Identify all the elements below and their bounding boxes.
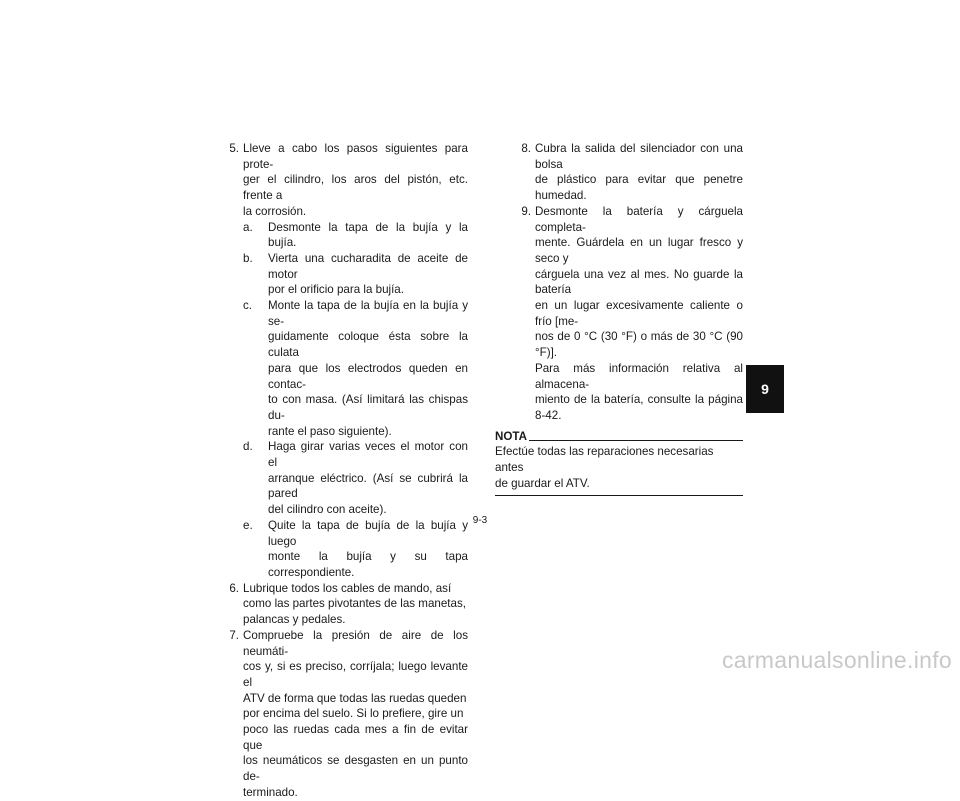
chapter-tab: 9: [746, 365, 784, 413]
item-text: Compruebe la presión de aire de los neumáti- cos y, si es preciso, corríjala; luego levante el ATV de forma que todas las ruedas queden por encima del suelo. Si lo prefiere, gire un poco las ruedas cada mes a fin de evitar que los neumáticos se desgasten en un punto de- terminado.: [243, 628, 468, 799]
item-number: 6.: [229, 581, 239, 595]
item-number: 5.: [229, 142, 239, 155]
item-text: Lubrique todos los cables de mando, así como las partes pivotantes de las manetas, palancas y pedales.: [243, 581, 466, 627]
nota-rule: [529, 440, 743, 441]
left-column: [203, 141, 468, 801]
item-number: 9.: [521, 204, 531, 218]
item-text: Cubra la salida del silenciador con una bolsa de plástico para evitar que penetre humedad.: [535, 142, 743, 203]
list-item-7: [203, 628, 468, 801]
right-column: [495, 141, 743, 496]
sub-item-c: c. Monte la tapa de la bujía en la bujía y se- guidamente coloque ésta sobre la culata para que los electrodos queden en contac- to con masa. (Así limitará las chispas du- rante el paso siguiente).: [243, 299, 468, 438]
nota-text: Efectúe todas las reparaciones necesarias antes de guardar el ATV.: [495, 445, 714, 490]
page-number: 9-3: [472, 515, 488, 526]
item-text: Lleve a cabo los pasos siguientes para prote- ger el cilindro, los aros del pistón, etc. frente a la corrosión.: [243, 142, 468, 218]
sub-item-e: e. Quite la tapa de bujía de la bujía y luego monte la bujía y su tapa correspondiente.: [243, 518, 468, 579]
list-item-6: [203, 581, 468, 628]
sub-item-a: a. Desmonte la tapa de la bujía y la bujía.: [243, 220, 468, 250]
item-text: Desmonte la batería y cárguela completa- mente. Guárdela en un lugar fresco y seco y cárguela una vez al mes. No guarde la batería en un lugar excesivamente caliente o frío [me- nos de 0 °C (30 °F) o más de 30 °C (90 °F)]. Para más información relativa al almacena- miento de la batería, consulte la página 8-42.: [535, 204, 743, 422]
nota-title: NOTA: [495, 429, 527, 443]
watermark: carmanualsonline.info: [721, 647, 952, 673]
list-item-9: [495, 204, 743, 424]
list-item-5: [203, 141, 468, 220]
sub-item-b: b. Vierta una cucharadita de aceite de motor por el orificio para la bujía.: [243, 251, 468, 297]
sub-item-d: d. Haga girar varias veces el motor con el arranque eléctrico. (Así se cubrirá la pared del cilindro con aceite).: [243, 440, 468, 517]
nota-end-rule: [495, 495, 743, 496]
item-number: 8.: [521, 142, 531, 155]
nota-heading: [495, 429, 743, 445]
item-number: 7.: [229, 628, 239, 642]
list-item-8: [495, 141, 743, 204]
